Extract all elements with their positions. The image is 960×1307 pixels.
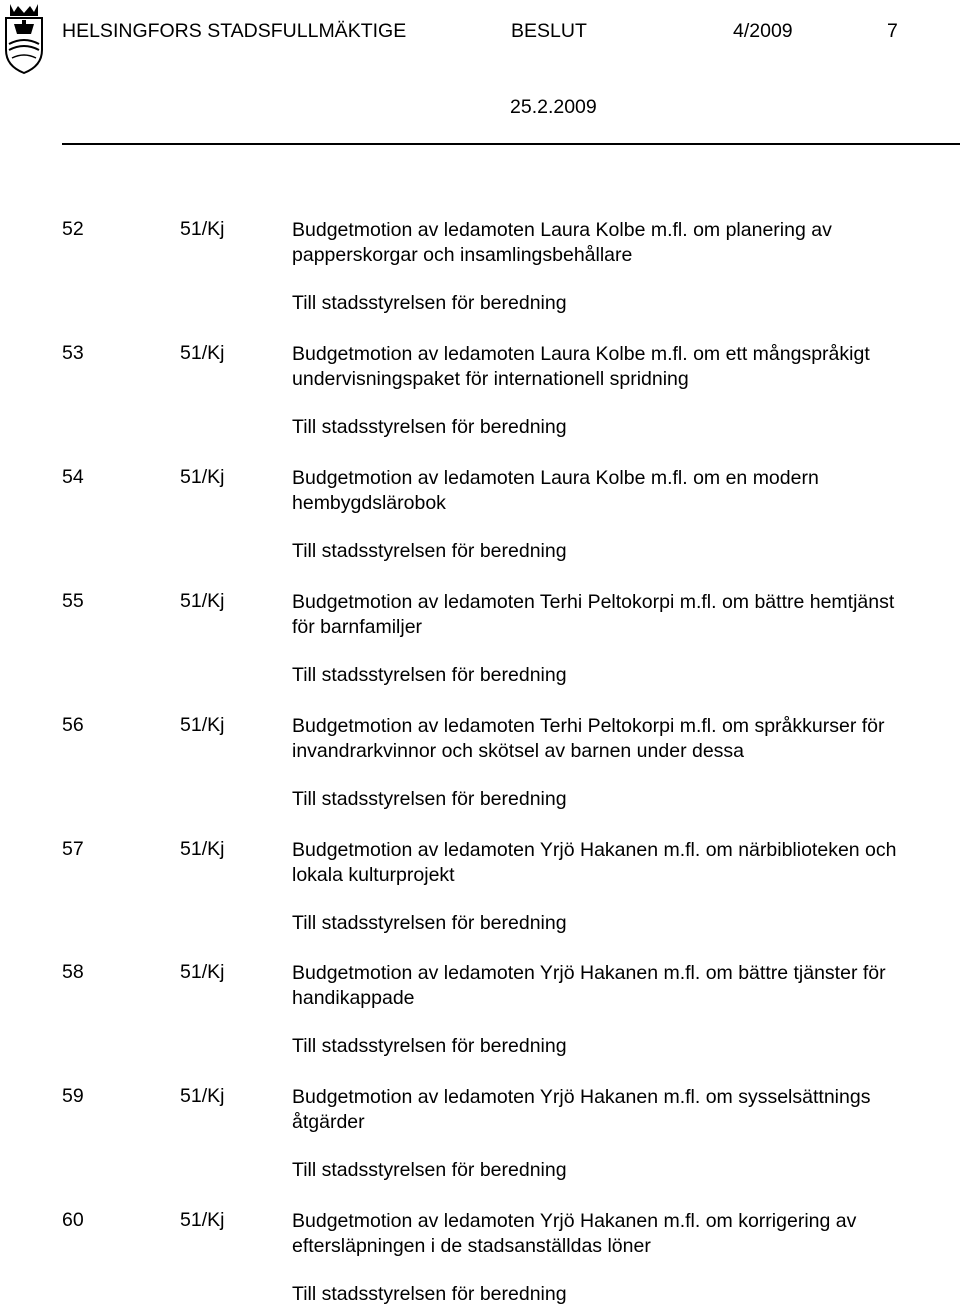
item-decision: Till stadsstyrelsen för beredning (292, 664, 567, 686)
page-header (0, 20, 960, 46)
item-code: 51/Kj (180, 961, 225, 983)
item-code: 51/Kj (180, 218, 225, 240)
item-code: 51/Kj (180, 1209, 225, 1231)
item-title-line: Budgetmotion av ledamoten Terhi Peltokorpi m.fl. om språkkurser för (292, 715, 885, 737)
item-decision: Till stadsstyrelsen för beredning (292, 292, 567, 314)
item-title-line: papperskorgar och insamlingsbehållare (292, 244, 633, 266)
item-code: 51/Kj (180, 342, 225, 364)
item-title-line: Budgetmotion av ledamoten Terhi Peltokorpi m.fl. om bättre hemtjänst (292, 591, 895, 613)
item-title-line: handikappade (292, 987, 415, 1009)
item-decision: Till stadsstyrelsen för beredning (292, 1035, 567, 1057)
meeting-date: 25.2.2009 (510, 96, 597, 118)
header-divider (62, 143, 960, 145)
item-title-line: eftersläpningen i de stadsanställdas löner (292, 1235, 651, 1257)
item-title-line: Budgetmotion av ledamoten Laura Kolbe m.fl. om planering av (292, 219, 832, 241)
item-title-line: Budgetmotion av ledamoten Laura Kolbe m.fl. om ett mångspråkigt (292, 343, 870, 365)
item-title-line: invandrarkvinnor och skötsel av barnen under dessa (292, 740, 745, 762)
item-title-line: Budgetmotion av ledamoten Yrjö Hakanen m.fl. om bättre tjänster för (292, 962, 886, 984)
item-title-line: hembygdslärobok (292, 492, 446, 514)
item-title-line: Budgetmotion av ledamoten Laura Kolbe m.fl. om en modern (292, 467, 819, 489)
item-title-line: Budgetmotion av ledamoten Yrjö Hakanen m.fl. om sysselsättnings (292, 1086, 871, 1108)
doc-number: 4/2009 (733, 20, 793, 42)
item-code: 51/Kj (180, 590, 225, 612)
item-number: 59 (62, 1085, 84, 1107)
item-number: 52 (62, 218, 84, 240)
item-decision: Till stadsstyrelsen för beredning (292, 540, 567, 562)
item-decision: Till stadsstyrelsen för beredning (292, 912, 567, 934)
page-number: 7 (887, 20, 898, 42)
item-number: 58 (62, 961, 84, 983)
item-code: 51/Kj (180, 838, 225, 860)
item-decision: Till stadsstyrelsen för beredning (292, 788, 567, 810)
item-number: 54 (62, 466, 84, 488)
item-title-line: för barnfamiljer (292, 616, 423, 638)
item-title-line: åtgärder (292, 1111, 365, 1133)
item-title-line: lokala kulturprojekt (292, 864, 455, 886)
item-decision: Till stadsstyrelsen för beredning (292, 1283, 567, 1305)
item-number: 53 (62, 342, 84, 364)
item-title-line: Budgetmotion av ledamoten Yrjö Hakanen m.fl. om korrigering av (292, 1210, 857, 1232)
item-number: 57 (62, 838, 84, 860)
org-name: HELSINGFORS STADSFULLMÄKTIGE (62, 20, 407, 42)
item-title-line: Budgetmotion av ledamoten Yrjö Hakanen m.fl. om närbiblioteken och (292, 839, 897, 861)
item-code: 51/Kj (180, 466, 225, 488)
item-code: 51/Kj (180, 714, 225, 736)
item-number: 56 (62, 714, 84, 736)
item-number: 60 (62, 1209, 84, 1231)
doc-type: BESLUT (511, 20, 587, 42)
item-decision: Till stadsstyrelsen för beredning (292, 416, 567, 438)
item-code: 51/Kj (180, 1085, 225, 1107)
item-title-line: undervisningspaket för internationell spridning (292, 368, 689, 390)
item-number: 55 (62, 590, 84, 612)
item-decision: Till stadsstyrelsen för beredning (292, 1159, 567, 1181)
